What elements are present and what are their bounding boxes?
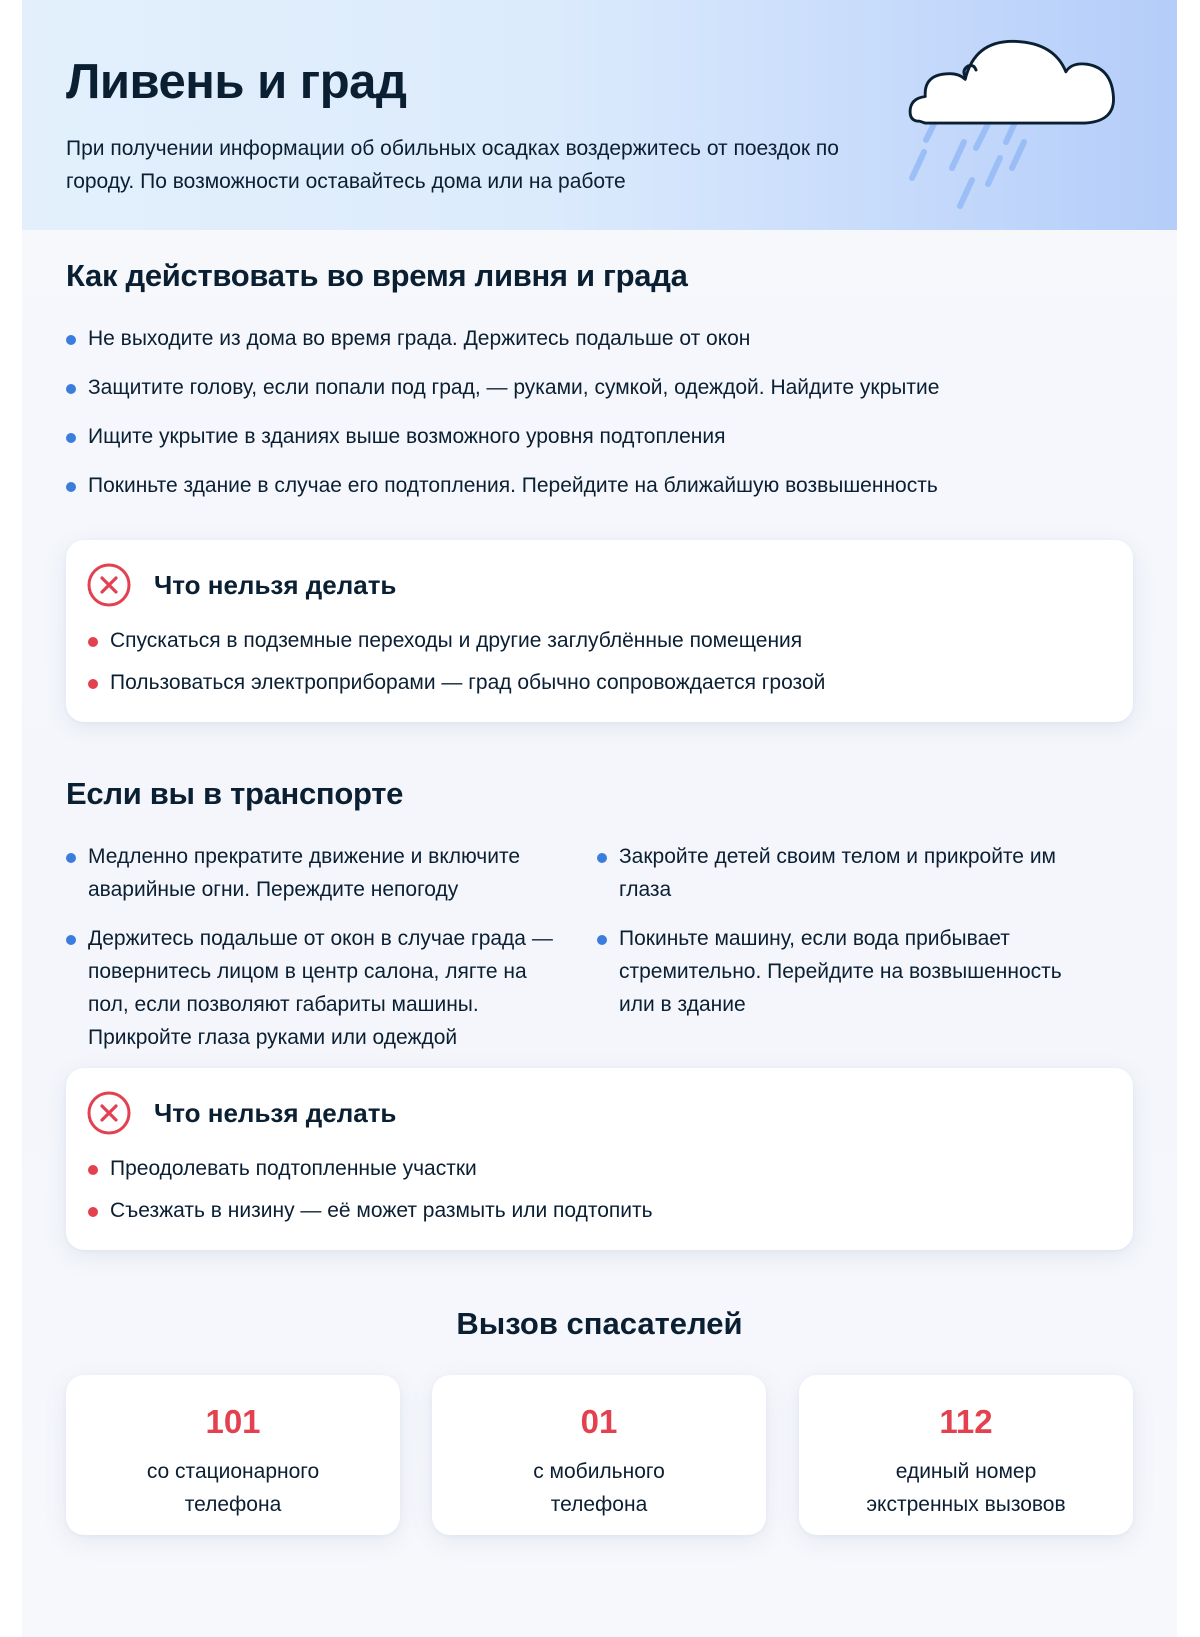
section-title-actions: Как действовать во время ливня и града bbox=[66, 258, 688, 293]
list-item: Защитите голову, если попали под град, — руками, сумкой, одеждой. Найдите укрытие bbox=[66, 371, 1146, 404]
list-item: Спускаться в подземные переходы и другие заглублённые помещения bbox=[88, 624, 825, 657]
hero-banner bbox=[22, 0, 1177, 230]
page bbox=[22, 0, 1177, 1637]
emergency-number-card bbox=[799, 1375, 1133, 1535]
dont-card bbox=[66, 540, 1133, 722]
transport-list-left bbox=[66, 840, 566, 1070]
list-item: Медленно прекратите движение и включите аварийные огни. Переждите непогоду bbox=[66, 840, 566, 906]
section-title-transport: Если вы в транспорте bbox=[66, 776, 404, 811]
emergency-number: 112 bbox=[939, 1403, 993, 1440]
emergency-number-desc: с мобильного телефона bbox=[533, 1460, 665, 1516]
list-item: Закройте детей своим телом и прикройте им глаза bbox=[597, 840, 1097, 906]
emergency-number: 101 bbox=[205, 1403, 261, 1440]
dont-card-title: Что нельзя делать bbox=[154, 570, 397, 600]
actions-list bbox=[66, 322, 1146, 518]
dont-card bbox=[66, 1068, 1133, 1250]
emergency-number-desc: со стационарного телефона bbox=[146, 1460, 320, 1516]
list-item: Преодолевать подтопленные участки bbox=[88, 1152, 653, 1185]
list-item: Пользоваться электроприборами — град обычно сопровождается грозой bbox=[88, 666, 825, 699]
list-item: Не выходите из дома во время града. Держитесь подальше от окон bbox=[66, 322, 1146, 355]
list-item: Держитесь подальше от окон в случае града — повернитесь лицом в центр салона, лягте на пол, если позволяют габариты машины. Прикройте глаза руками или одеждой bbox=[66, 922, 566, 1054]
transport-list-right bbox=[597, 840, 1097, 1037]
list-item: Ищите укрытие в зданиях выше возможного уровня подтопления bbox=[66, 420, 1146, 453]
dont-list bbox=[88, 1152, 653, 1236]
list-item: Съезжать в низину — её может размыть или подтопить bbox=[88, 1194, 653, 1227]
emergency-number-card bbox=[66, 1375, 400, 1535]
rescue-title: Вызов спасателей bbox=[456, 1306, 743, 1341]
dont-list bbox=[88, 624, 825, 708]
dont-card-title: Что нельзя делать bbox=[154, 1098, 397, 1128]
list-item: Покиньте здание в случае его подтопления. Перейдите на ближайшую возвышенность bbox=[66, 469, 1146, 502]
emergency-number-desc: единый номер экстренных вызовов bbox=[866, 1460, 1066, 1516]
page-title: Ливень и град bbox=[66, 55, 407, 109]
cross-circle-icon bbox=[86, 562, 132, 608]
emergency-number-card bbox=[432, 1375, 766, 1535]
cross-circle-icon bbox=[86, 1090, 132, 1136]
cloud-rain-icon bbox=[902, 30, 1142, 230]
emergency-number: 01 bbox=[580, 1403, 618, 1440]
hero-description: При получении информации об обильных осадках воздержитесь от поездок по городу. По возможности оставайтесь дома или на работе bbox=[66, 137, 839, 193]
list-item: Покиньте машину, если вода прибывает стремительно. Перейдите на возвышенность или в здание bbox=[597, 922, 1097, 1021]
